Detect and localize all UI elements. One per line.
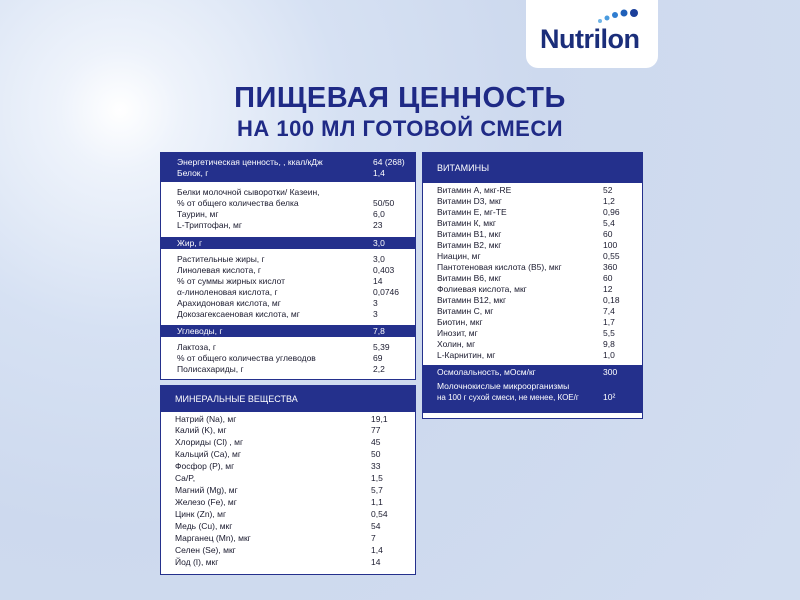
energy-protein-block <box>161 153 415 182</box>
table-row: L-Карнитин, мг 1,0 <box>437 350 615 360</box>
vitamins-rows <box>423 183 642 361</box>
table-row: Пантотеновая кислота (B5), мкг 360 <box>437 262 618 272</box>
fat-header-row: Жир, г 3,0 <box>161 237 415 249</box>
table-row: Магний (Mg), мг 5,7 <box>175 485 383 495</box>
table-row: Растительные жиры, г 3,0 <box>177 254 385 264</box>
table-row: Фосфор (P), мг 33 <box>175 461 381 471</box>
table-row: Витамин B1, мкг 60 <box>437 229 613 239</box>
table-row: % от общего количества белка 50/50 <box>177 198 395 208</box>
table-row: Ca/P, 1,5 <box>175 473 383 483</box>
brand-name: Nutrilon <box>540 24 640 54</box>
table-row: Инозит, мг 5,5 <box>437 328 615 338</box>
main-nutrition-table <box>160 152 416 380</box>
table-row: α-линоленовая кислота, г 0,0746 <box>177 287 399 297</box>
vitamins-footer <box>423 365 642 413</box>
brand-logo <box>526 0 658 68</box>
page-title: ПИЩЕВАЯ ЦЕННОСТЬ <box>234 82 566 114</box>
minerals-table <box>160 385 416 575</box>
table-row: Калий (K), мг 77 <box>175 425 381 435</box>
table-row: Витамин B6, мкг 60 <box>437 273 613 283</box>
table-row: % от суммы жирных кислот 14 <box>177 276 383 286</box>
table-row: Хлориды (Cl) , мг 45 <box>175 437 381 447</box>
carb-header-row: Углеводы, г 7,8 <box>161 325 415 337</box>
table-row: Витамин А, мкг-RE 52 <box>437 185 613 195</box>
table-row: Марганец (Mn), мкг 7 <box>175 533 376 543</box>
table-row: Белки молочной сыворотки/ Казеин, <box>177 187 320 197</box>
vitamins-table <box>422 152 643 419</box>
carb-details <box>161 337 415 375</box>
probiotic-row-2: на 100 г сухой смеси, не менее, КОЕ/г 10² <box>437 392 616 402</box>
table-row: Йод (I), мкг 14 <box>175 557 381 567</box>
logo-dots-icon <box>592 6 648 26</box>
probiotic-row-1: Молочнокислые микроорганизмы <box>437 381 570 391</box>
table-row: Кальций (Ca), мг 50 <box>175 449 381 459</box>
table-row: Витамин E, мг-TE 0,96 <box>437 207 620 217</box>
fat-details <box>161 249 415 320</box>
table-row: Витамин C, мг 7,4 <box>437 306 615 316</box>
table-row: Витамин К, мкг 5,4 <box>437 218 615 228</box>
table-row: Линолевая кислота, г 0,403 <box>177 265 395 275</box>
table-row: Цинк (Zn), мг 0,54 <box>175 509 388 519</box>
table-row: Биотин, мкг 1,7 <box>437 317 615 327</box>
table-row: Лактоза, г 5,39 <box>177 342 390 352</box>
table-row: Таурин, мг 6,0 <box>177 209 385 219</box>
table-row: Медь (Cu), мкг 54 <box>175 521 381 531</box>
page-subtitle: НА 100 МЛ ГОТОВОЙ СМЕСИ <box>236 116 564 141</box>
table-row: Полисахариды, г 2,2 <box>177 364 385 374</box>
osmolality-row: Осмолальность, мОсм/кг 300 <box>437 367 618 377</box>
table-row: Витамин D3, мкг 1,2 <box>437 196 615 206</box>
table-row: Витамин B2, мкг 100 <box>437 240 618 250</box>
table-row: L-Триптофан, мг 23 <box>177 220 383 230</box>
table-row: Энергетическая ценность, , ккал/кДж 64 (268) <box>177 157 405 167</box>
table-row: Железо (Fe), мг 1,1 <box>175 497 383 507</box>
table-row: Белок, г 1,4 <box>177 168 385 178</box>
vitamins-header: ВИТАМИНЫ <box>423 153 642 183</box>
table-row: Докозагексаеновая кислота, мг 3 <box>177 309 378 319</box>
table-row: Селен (Se), мкг 1,4 <box>175 545 383 555</box>
protein-details <box>161 182 415 231</box>
table-row: Холин, мг 9,8 <box>437 339 615 349</box>
table-row: Арахидоновая кислота, мг 3 <box>177 298 378 308</box>
table-row: Натрий (Na), мг 19,1 <box>175 414 388 424</box>
minerals-header: МИНЕРАЛЬНЫЕ ВЕЩЕСТВА <box>161 386 415 412</box>
table-row: Витамин B12, мкг 0,18 <box>437 295 620 305</box>
table-row: Фолиевая кислота, мкг 12 <box>437 284 613 294</box>
table-row: Ниацин, мг 0,55 <box>437 251 620 261</box>
table-row: % от общего количества углеводов 69 <box>177 353 383 363</box>
minerals-rows <box>161 412 415 569</box>
